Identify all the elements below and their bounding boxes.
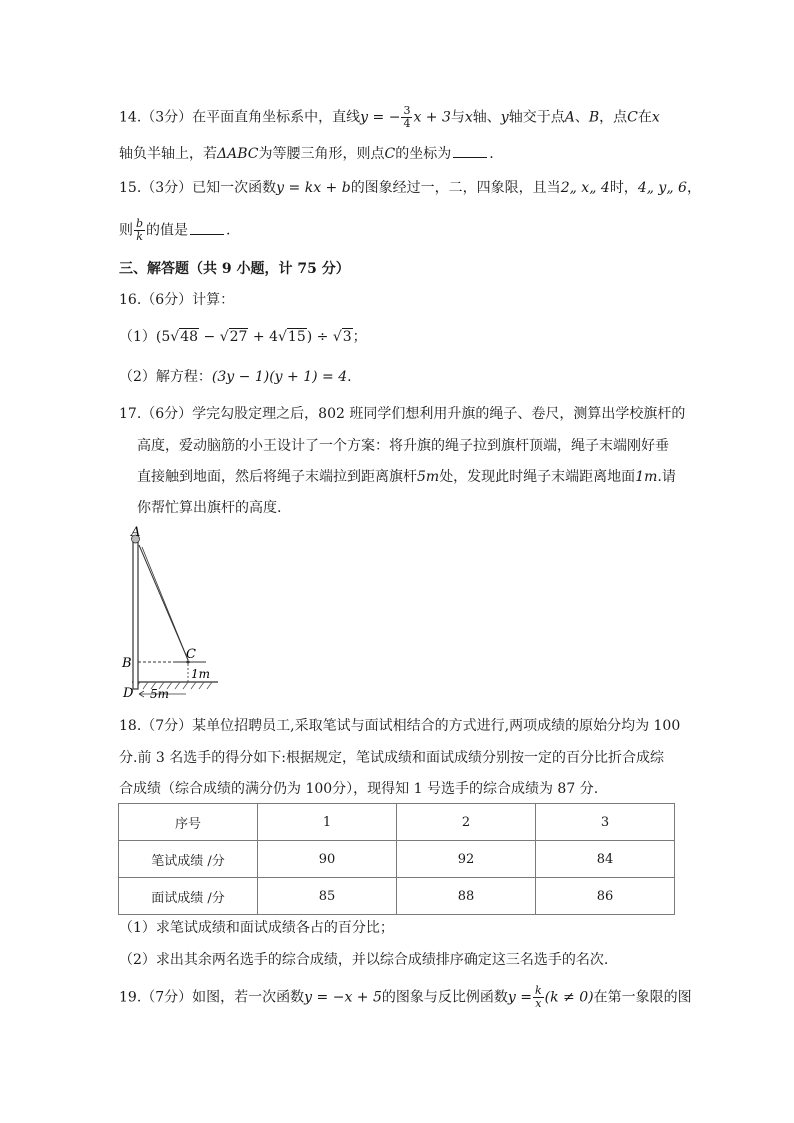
label-c: C (186, 647, 196, 662)
q18-sub-1: （1）求笔试成绩和面试成绩各占的百分比； (119, 920, 394, 936)
label-5m: 5m (150, 687, 170, 700)
q14-line-1: 14.（3分）在平面直角坐标系中，直线y = − $\frac{3}{4}$ x + 3与x轴、y轴交于点A、B，点C在x (119, 104, 660, 130)
q14-number: 14.（3分） (119, 109, 193, 126)
q17-line-3: 直接触到地面，然后将绳子末端拉到距离旗杆5m处，发现此时绳子末端距离地面1m.请 (137, 469, 676, 485)
q14-answer-blank (453, 143, 487, 158)
table-header-row: 序号 1 2 3 (119, 804, 675, 841)
q14-fraction: $\frac{3}{4}$ (403, 104, 411, 130)
q18-sub-2: （2）求出其余两名选手的综合成绩，并以综合成绩排序确定这三名选手的名次. (119, 952, 609, 968)
q18-line-1: 18.（7分）某单位招聘员工,采取笔试与面试相结合的方式进行,两项成绩的原始分均为 100 (119, 718, 681, 734)
q17-line-1: 17.（6分）学完勾股定理之后，802 班同学们想利用升旗的绳子、卷尺，测算出学校旗杆的 (119, 406, 686, 422)
q17-number: 17.（6分） (119, 406, 193, 422)
q18-line-2: 分.前 3 名选手的得分如下:根据规定，笔试成绩和面试成绩分别按一定的百分比折合成综 (119, 750, 664, 766)
q16-part-1: （1）(5√48 − √27 + 4√15) ÷ √3； (119, 329, 367, 345)
section-heading: 三、解答题（共 9 小题，计 75 分） (119, 261, 350, 277)
table-row: 笔试成绩 /分 90 92 84 (119, 841, 675, 878)
table-row: 面试成绩 /分 85 88 86 (119, 878, 675, 915)
q16-number: 16.（6分） (119, 292, 193, 308)
q15-number: 15.（3分） (119, 180, 193, 196)
q15-fraction: $\frac{b}{k}$ (136, 217, 144, 243)
label-a: A (131, 525, 141, 540)
q19-fraction: $\frac{k}{x}$ (534, 984, 542, 1010)
q18-number: 18.（7分） (119, 718, 193, 734)
q15-equation: y = kx + b (276, 180, 351, 196)
q16-line-1: 16.（6分）计算： (119, 292, 235, 308)
q17-line-4: 你帮忙算出旗杆的高度. (137, 500, 282, 516)
scores-table (118, 803, 675, 915)
ground-hatching (135, 682, 212, 689)
q19-line-1: 19.（7分）如图，若一次函数y = −x + 5的图象与反比例函数y = $\frac{k}{x}$ (k ≠ 0)在第一象限的图 (119, 984, 692, 1010)
q15-answer-blank (190, 220, 224, 235)
q19-number: 19.（7分） (119, 989, 193, 1006)
label-d: D (123, 686, 134, 700)
q17-line-2: 高度，爱动脑筋的小王设计了一个方案：将升旗的绳子拉到旗杆顶端，绳子末端刚好垂 (137, 438, 669, 454)
q14-equation: y = − (360, 109, 401, 126)
label-b: B (122, 656, 132, 671)
q15-line-2: 则 $\frac{b}{k}$ 的值是 . (119, 217, 231, 243)
q18-line-3: 合成绩（综合成绩的满分仍为 100分），现得知 1 号选手的综合成绩为 87 分. (119, 781, 599, 797)
flagpole (133, 539, 138, 689)
q14-line-2: 轴负半轴上，若ΔABC为等腰三角形，则点C的坐标为 . (119, 143, 494, 164)
label-1m: 1m (191, 667, 211, 681)
q16-part-2: （2）解方程：(3y − 1)(y + 1) = 4. (119, 369, 352, 385)
flagpole-figure (118, 525, 228, 700)
q15-line-1: 15.（3分）已知一次函数y = kx + b的图象经过一，二，四象限，且当2„ x„ 4时，4„ y„ 6， (119, 180, 701, 196)
